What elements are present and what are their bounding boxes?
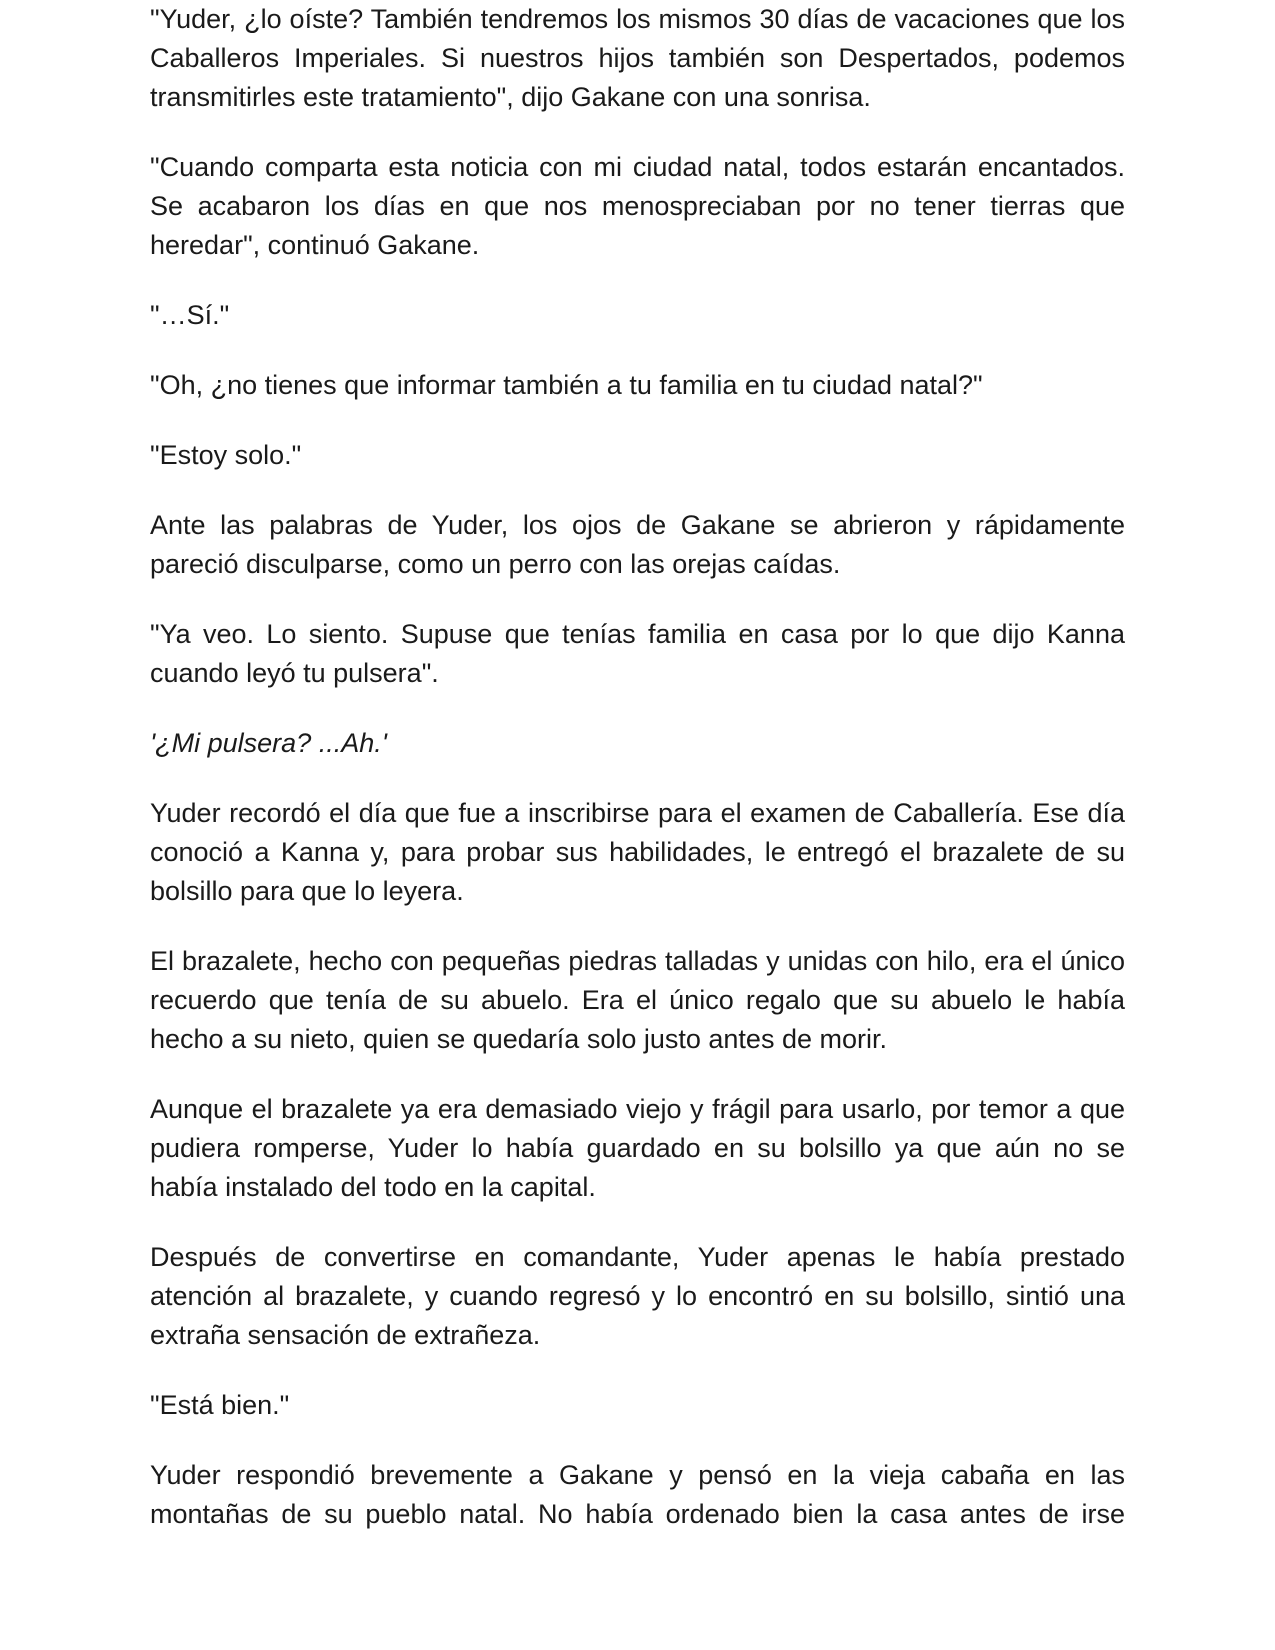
paragraph: "Está bien." — [150, 1390, 290, 1420]
paragraph: "Oh, ¿no tienes que informar también a tu familia en tu ciudad natal?" — [150, 370, 983, 400]
paragraph: El brazalete, hecho con pequeñas piedras talladas y unidas con hilo, era el único recuerdo que tenía de su abuelo. Era el único regalo que su abuelo le había hecho a su nieto, quien se quedaría solo justo antes de morir. — [150, 946, 1125, 1054]
paragraph: "…Sí." — [150, 300, 230, 330]
paragraph: "Yuder, ¿lo oíste? También tendremos los mismos 30 días de vacaciones que los Caballeros Imperiales. Si nuestros hijos también son Despertados, podemos transmitirles este tratamiento", dijo Gakane con una sonrisa. — [150, 4, 1125, 112]
paragraph: Después de convertirse en comandante, Yuder apenas le había prestado atención al brazalete, y cuando regresó y lo encontró en su bolsillo, sintió una extraña sensación de extrañeza. — [150, 1242, 1125, 1350]
paragraph: Yuder recordó el día que fue a inscribirse para el examen de Caballería. Ese día conoció a Kanna y, para probar sus habilidades, le entregó el brazalete de su bolsillo para que lo leyera. — [150, 798, 1125, 906]
paragraph: "Cuando comparta esta noticia con mi ciudad natal, todos estarán encantados. Se acabaron los días en que nos menospreciaban por no tener tierras que heredar", continuó Gakane. — [150, 152, 1125, 260]
paragraph: "Estoy solo." — [150, 440, 302, 470]
paragraph: "Ya veo. Lo siento. Supuse que tenías familia en casa por lo que dijo Kanna cuando leyó tu pulsera". — [150, 619, 1125, 688]
paragraph: Ante las palabras de Yuder, los ojos de Gakane se abrieron y rápidamente pareció disculparse, como un perro con las orejas caídas. — [150, 510, 1125, 579]
paragraph-thought: '¿Mi pulsera? ...Ah.' — [150, 728, 387, 758]
document-page — [150, 0, 1125, 1565]
paragraph: Aunque el brazalete ya era demasiado viejo y frágil para usarlo, por temor a que pudiera romperse, Yuder lo había guardado en su bolsillo ya que aún no se había instalado del todo en la capital. — [150, 1094, 1125, 1202]
paragraph: Yuder respondió brevemente a Gakane y pensó en la vieja cabaña en las montañas de su pueblo natal. No había ordenado bien la casa antes de irse — [150, 1460, 1125, 1529]
